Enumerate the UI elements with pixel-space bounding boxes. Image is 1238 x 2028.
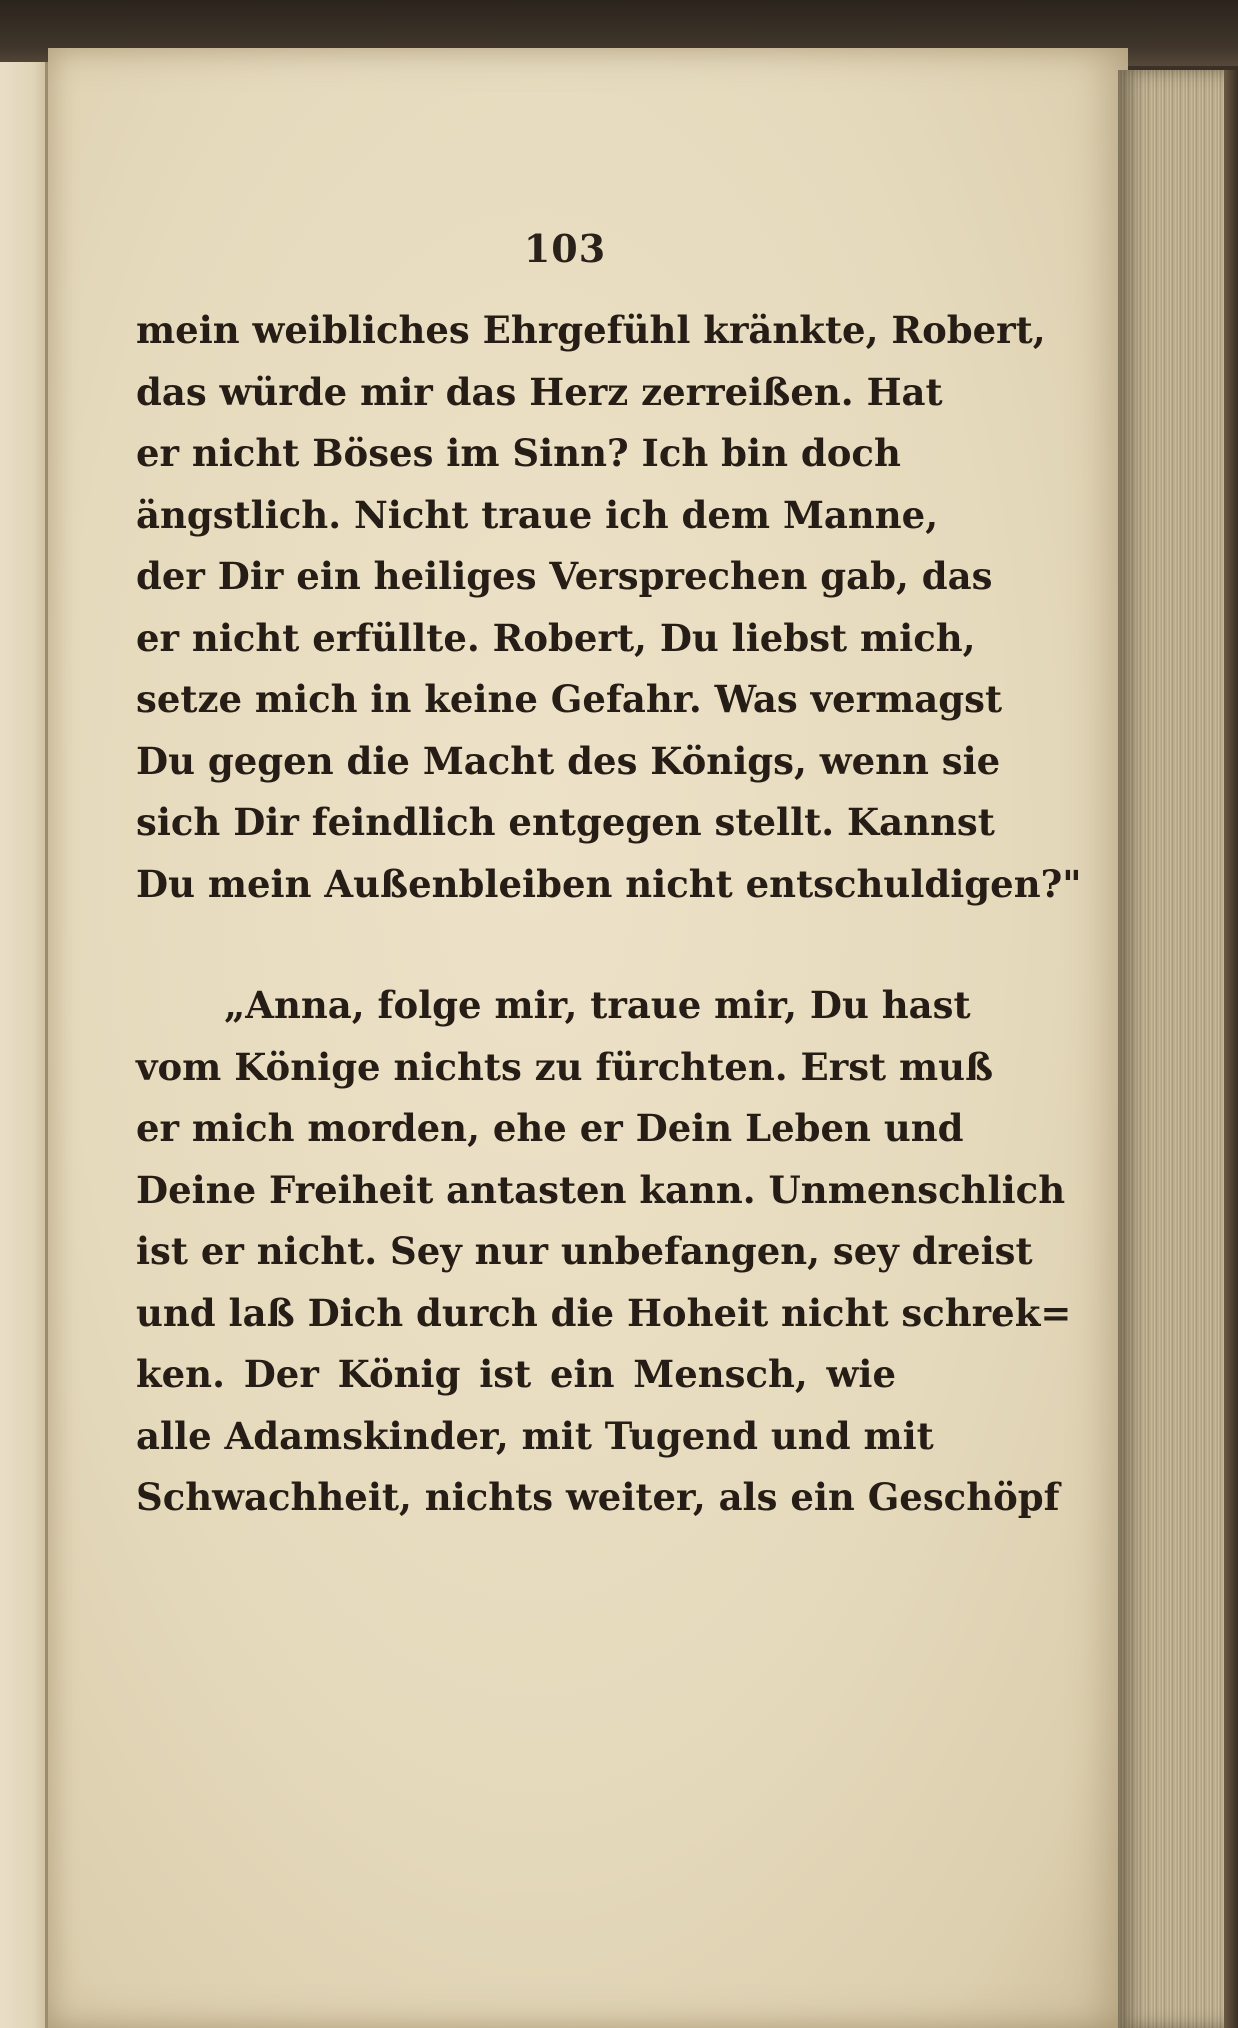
page-stack-edges bbox=[1118, 70, 1238, 2028]
text-line: und laß Dich durch die Hoheit nicht schrek= bbox=[136, 1290, 1072, 1335]
text-line: ist er nicht. Sey nur unbefangen, sey dreist bbox=[136, 1229, 1033, 1273]
text-line: er mich morden, ehe er Dein Leben und bbox=[136, 1106, 964, 1150]
text-line: der Dir ein heiliges Versprechen gab, das bbox=[136, 554, 993, 598]
text-line: setze mich in keine Gefahr. Was vermagst bbox=[136, 677, 1003, 721]
page-number: 103 bbox=[523, 226, 607, 271]
text-line: ängstlich. Nicht traue ich dem Manne, bbox=[136, 492, 939, 537]
text-line: sich Dir feindlich entgegen stellt. Kannst bbox=[136, 800, 995, 844]
text-line: mein weibliches Ehrgefühl kränkte, Robert, bbox=[136, 308, 1046, 352]
text-line: alle Adamskinder, mit Tugend und mit bbox=[136, 1413, 934, 1458]
paragraph-2 bbox=[136, 975, 1072, 1529]
text-line: „Anna, folge mir, traue mir, Du hast bbox=[224, 983, 971, 1027]
text-line: Schwachheit, nichts weiter, als ein Geschöpf bbox=[136, 1475, 1060, 1519]
text-line: vom Könige nichts zu fürchten. Erst muß bbox=[136, 1044, 994, 1089]
facing-page-edge bbox=[0, 62, 48, 2028]
text-line: Deine Freiheit antasten kann. Unmenschlich bbox=[136, 1167, 1066, 1212]
text-line: ken. Der König ist ein Mensch, wie bbox=[136, 1352, 896, 1396]
paragraph-gap bbox=[136, 915, 896, 975]
text-line: er nicht Böses im Sinn? Ich bin doch bbox=[136, 431, 901, 475]
text-line: das würde mir das Herz zerreißen. Hat bbox=[136, 369, 943, 414]
text-line: Du mein Außenbleiben nicht entschuldigen?" bbox=[136, 861, 1082, 906]
text-line: er nicht erfüllte. Robert, Du liebst mich, bbox=[136, 615, 976, 660]
text-line: Du gegen die Macht des Königs, wenn sie bbox=[136, 738, 1001, 783]
page-body-text bbox=[136, 300, 1082, 1529]
paragraph-1 bbox=[136, 300, 1082, 915]
